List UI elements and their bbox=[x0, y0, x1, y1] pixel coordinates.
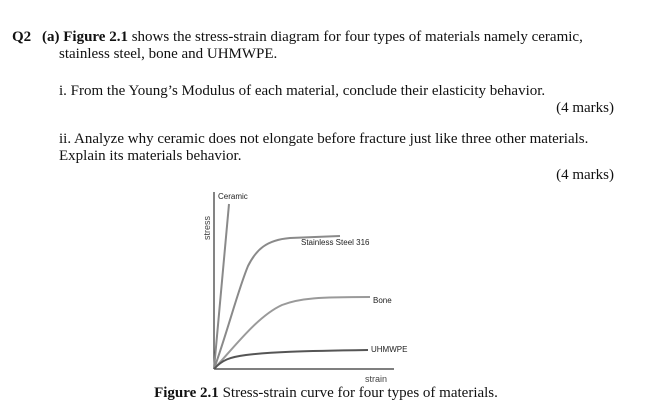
figure-reference: Figure 2.1 bbox=[63, 29, 128, 45]
figure-caption bbox=[0, 384, 652, 402]
item-i-marks: (4 marks) bbox=[556, 100, 614, 116]
question-intro-line2: stainless steel, bone and UHMWPE. bbox=[59, 46, 278, 62]
item-ii-line2: Explain its materials behavior. bbox=[59, 148, 242, 164]
figure-caption-text: Stress-strain curve for four types of materials. bbox=[222, 385, 498, 401]
item-ii-line1: ii. Analyze why ceramic does not elongate before fracture just like three other materials. bbox=[59, 131, 589, 147]
series-bone-line bbox=[214, 297, 370, 369]
item-i-text: i. From the Young’s Modulus of each material, conclude their elasticity behavior. bbox=[59, 83, 546, 99]
x-axis-label: strain bbox=[365, 374, 388, 384]
series-label-bone: Bone bbox=[373, 296, 392, 305]
series-label-uhmwpe: UHMWPE bbox=[371, 345, 408, 354]
y-axis-label: stress bbox=[202, 215, 212, 240]
part-label: (a) bbox=[42, 29, 60, 45]
item-ii-marks: (4 marks) bbox=[556, 167, 614, 183]
intro-text: shows the stress-strain diagram for four types of materials namely ceramic, bbox=[131, 29, 583, 45]
series-label-stainless-steel: Stainless Steel 316 bbox=[301, 238, 370, 247]
figure-caption-label: Figure 2.1 bbox=[154, 385, 219, 401]
question-number: Q2 bbox=[12, 29, 32, 45]
series-uhmwpe-line bbox=[214, 350, 368, 369]
series-label-ceramic: Ceramic bbox=[218, 192, 248, 201]
